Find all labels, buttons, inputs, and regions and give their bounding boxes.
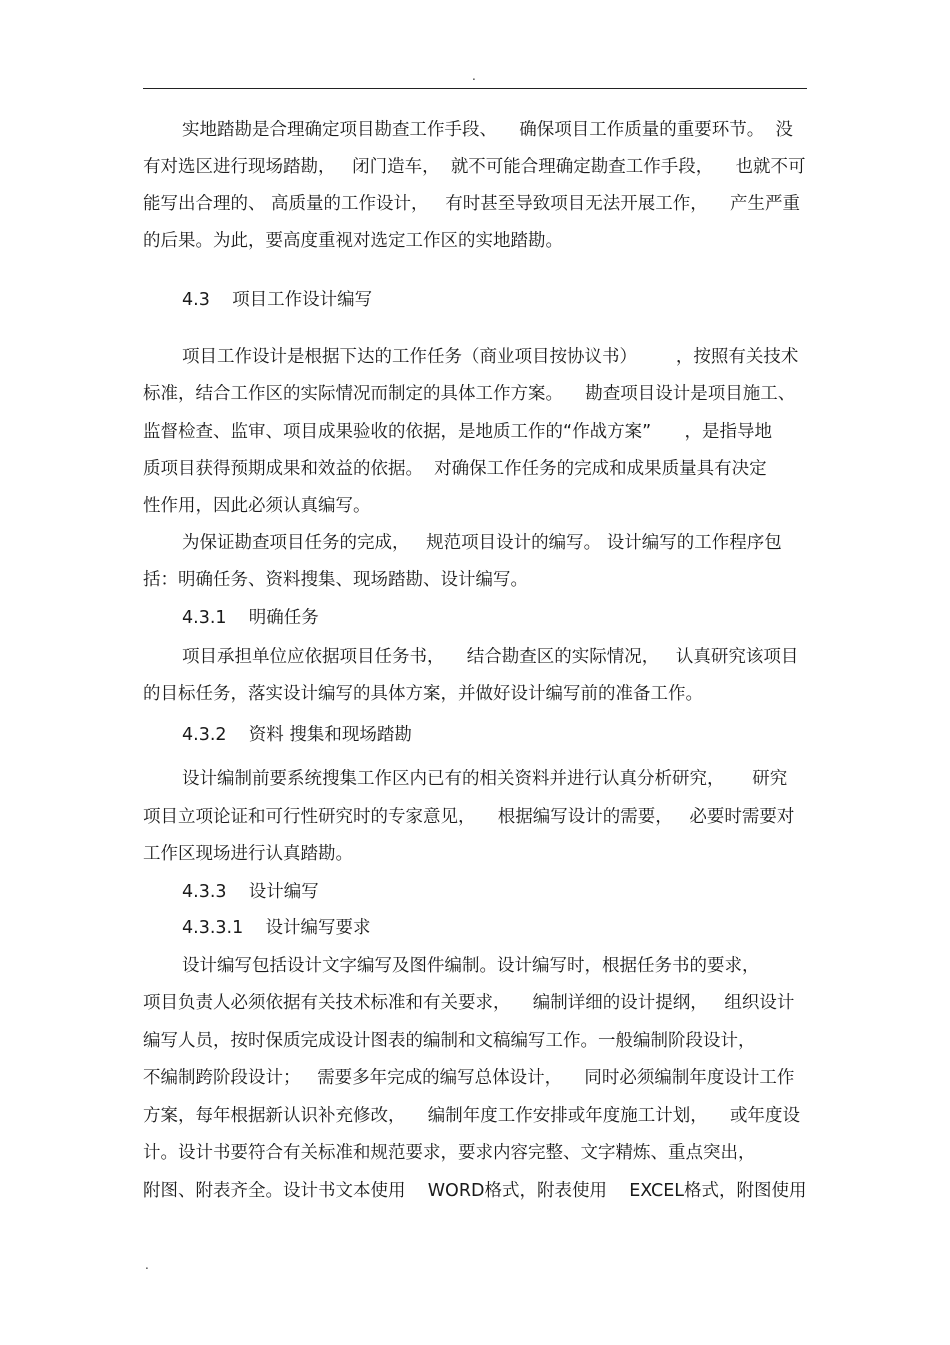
body-line: 的目标任务，落实设计编写的具体方案，并做好设计编写前的准备工作。	[143, 684, 703, 704]
body-line: 编写人员，按时保质完成设计图表的编制和文稿编写工作。一般编制阶段设计，	[143, 1031, 756, 1051]
body-line: 标准，结合工作区的实际情况而制定的具体工作方案。 勘查项目设计是项目施工、	[143, 384, 796, 404]
body-line: 为保证勘查项目任务的完成， 规范项目设计的编写。 设计编写的工作程序包	[182, 533, 782, 553]
body-line: 能写出合理的、 高质量的工作设计， 有时甚至导致项目无法开展工作， 产生严重	[143, 194, 800, 214]
section-heading-4-3-2: 4.3.2 资料 搜集和现场踏勘	[182, 725, 412, 745]
body-line: 方案，每年根据新认识补充修改， 编制年度工作安排或年度施工计划， 或年度设	[143, 1106, 800, 1126]
body-line: 实地踏勘是合理确定项目勘查工作手段、 确保项目工作质量的重要环节。 没	[182, 120, 793, 140]
body-line: 计。设计书要符合有关标准和规范要求，要求内容完整、文字精炼、重点突出，	[143, 1143, 756, 1163]
body-line: 的后果。为此，要高度重视对选定工作区的实地踏勘。	[143, 231, 563, 251]
header-dot: .	[472, 69, 476, 83]
body-line: 质项目获得预期成果和效益的依据。 对确保工作任务的完成和成果质量具有决定	[143, 459, 767, 479]
footer-dot: .	[145, 1258, 149, 1272]
body-line: 项目负责人必须依据有关技术标准和有关要求， 编制详细的设计提纲， 组织设计	[143, 993, 795, 1013]
body-line: 项目承担单位应依据项目任务书， 结合勘查区的实际情况， 认真研究该项目	[182, 647, 799, 667]
body-line: 附图、附表齐全。设计书文本使用 WORD格式，附表使用 EXCEL格式，附图使用	[143, 1181, 807, 1201]
body-line: 有对选区进行现场踏勘， 闭门造车， 就不可能合理确定勘查工作手段， 也就不可	[143, 157, 806, 177]
body-line: 监督检查、监审、项目成果验收的依据，是地质工作的“作战方案” ，是指导地	[143, 422, 773, 442]
body-line: 项目工作设计是根据下达的工作任务（商业项目按协议书） ，按照有关技术	[182, 347, 799, 367]
body-line: 设计编写包括设计文字编写及图件编制。设计编写时，根据任务书的要求，	[182, 956, 760, 976]
body-line: 设计编制前要系统搜集工作区内已有的相关资料并进行认真分析研究， 研究	[182, 769, 788, 789]
body-line: 项目立项论证和可行性研究时的专家意见， 根据编写设计的需要， 必要时需要对	[143, 807, 795, 827]
section-heading-4-3-3-1: 4.3.3.1 设计编写要求	[182, 918, 371, 938]
body-line: 括：明确任务、资料搜集、现场踏勘、设计编写。	[143, 570, 528, 590]
section-heading-4-3-1: 4.3.1 明确任务	[182, 608, 319, 628]
header-rule	[143, 88, 807, 89]
section-heading-4-3: 4.3 项目工作设计编写	[182, 290, 373, 310]
section-heading-4-3-3: 4.3.3 设计编写	[182, 882, 319, 902]
body-line: 工作区现场进行认真踏勘。	[143, 844, 353, 864]
body-line: 不编制跨阶段设计； 需要多年完成的编写总体设计， 同时必须编制年度设计工作	[143, 1068, 795, 1088]
body-line: 性作用，因此必须认真编写。	[143, 496, 371, 516]
